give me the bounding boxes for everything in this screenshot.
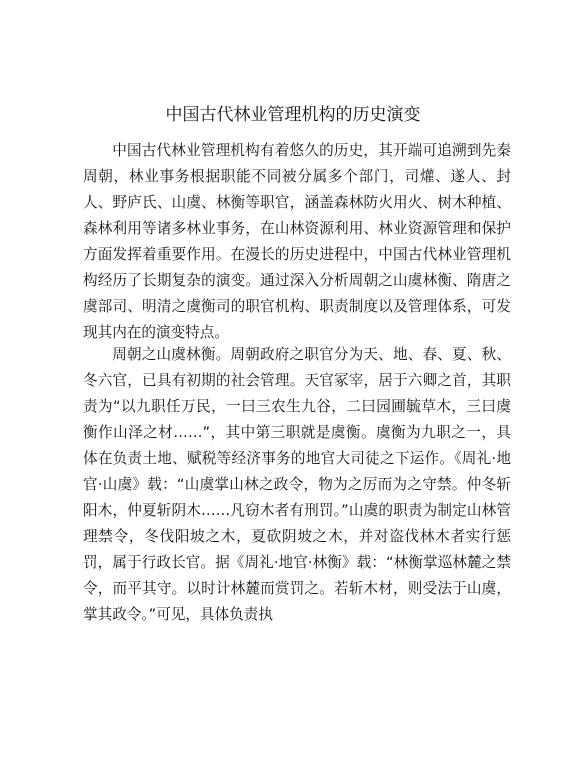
paragraph-zhou-dynasty: 周朝之山虞林衡。周朝政府之职官分为天、地、春、夏、秋、冬六官，已具有初期的社会管理。天官冢宰，居于六卿之首，其职责为“以九职任万民，一曰三农生九谷，二曰园圃毓草木，三曰虞衡作山泽之材……”，其中第三职就是虞衡。虞衡为九职之一，具体在负责土地、赋税等经济事务的地官大司徒之下运作。《周礼·地官·山虞》载：“山虞掌山林之政令，物为之厉而为之守禁。仲冬斩阳木，仲夏斩阴木……凡窃木者有刑罚。”山虞的职责为制定山林管理禁令，冬伐阳坡之木，夏砍阴坡之木，并对盗伐林木者实行惩罚，属于行政长官。据《周礼·地官·林衡》载：“林衡掌巡林麓之禁令，而平其守。以时计林麓而赏罚之。若斩木材，则受法于山虞，掌其政令。”可见，具体负责执	[83, 346, 511, 623]
document-title: 中国古代林业管理机构的历史演变	[165, 105, 421, 125]
paragraph-intro: 中国古代林业管理机构有着悠久的历史，其开端可追溯到先秦周朝，林业事务根据职能不同被分属多个部门，司爟、遂人、封人、野庐氏、山虞、林衡等职官，涵盖森林防火用火、树木种植、森林利用等诸多林业事务，在山林资源利用、林业资源管理和保护方面发挥着重要作用。在漫长的历史进程中，中国古代林业管理机构经历了长期复杂的演变。通过深入分析周朝之山虞林衡、隋唐之虞部司、明清之虞衡司的职官机构、职责制度以及管理体系，可发现其内在的演变特点。	[83, 142, 511, 341]
